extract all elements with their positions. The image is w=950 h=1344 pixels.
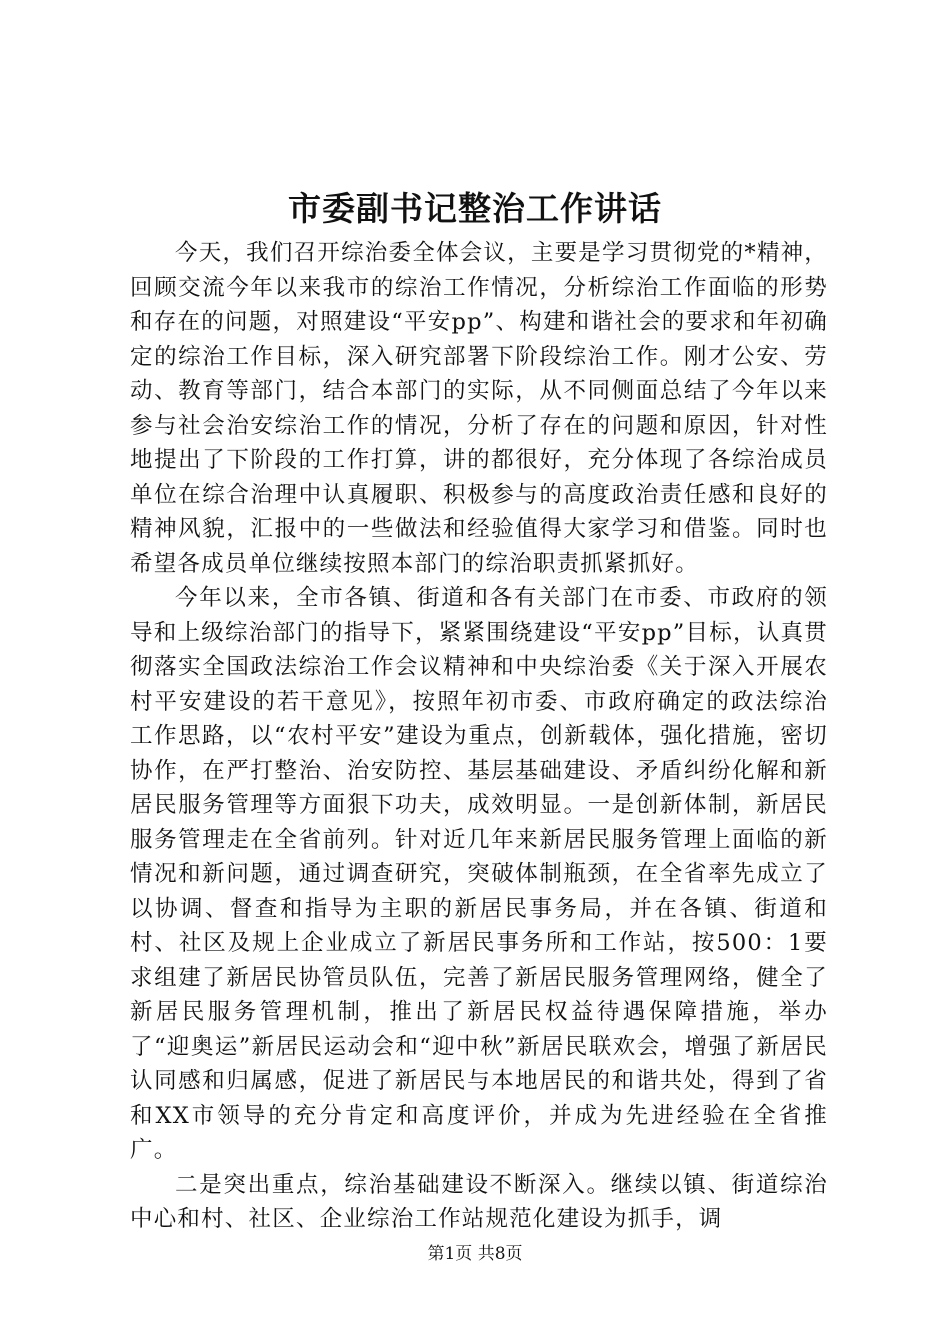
paragraph: 今天，我们召开综治委全体会议，主要是学习贯彻党的*精神，回顾交流今年以来我市的综治工作情况，分析综治工作面临的形势和存在的问题，对照建设“平安pp”、构建和谐社会的要求和年初确定的综治工作目标，深入研究部署下阶段综治工作。刚才公安、劳动、教育等部门，结合本部门的实际，从不同侧面总结了今年以来参与社会治安综治工作的情况，分析了存在的问题和原因，针对性地提出了下阶段的工作打算，讲的都很好，充分体现了各综治成员单位在综合治理中认真履职、积极参与的高度政治责任感和良好的精神风貌，汇报中的一些做法和经验值得大家学习和借鉴。同时也希望各成员单位继续按照本部门的综治职责抓紧抓好。 <box>130 240 828 577</box>
paragraph: 二是突出重点，综治基础建设不断深入。继续以镇、街道综治中心和村、社区、企业综治工作站规范化建设为抓手，调 <box>130 1171 828 1232</box>
document-body <box>130 236 828 1237</box>
page-title: 市委副书记整治工作讲话 <box>288 189 662 228</box>
paragraph: 今年以来，全市各镇、街道和各有关部门在市委、市政府的领导和上级综治部门的指导下，紧紧围绕建设“平安pp”目标，认真贯彻落实全国政法综治工作会议精神和中央综治委《关于深入开展农村平安建设的若干意见》，按照年初市委、市政府确定的政法综治工作思路，以“农村平安”建设为重点，创新载体，强化措施，密切协作，在严打整治、治安防控、基层基础建设、矛盾纠纷化解和新居民服务管理等方面狠下功夫，成效明显。一是创新体制，新居民服务管理走在全省前列。针对近几年来新居民服务管理上面临的新情况和新问题，通过调查研究，突破体制瓶颈，在全省率先成立了以协调、督查和指导为主职的新居民事务局，并在各镇、街道和村、社区及规上企业成立了新居民事务所和工作站，按500：1要求组建了新居民协管员队伍，完善了新居民服务管理网络，健全了新居民服务管理机制，推出了新居民权益待遇保障措施，举办了“迎奥运”新居民运动会和“迎中秋”新居民联欢会，增强了新居民认同感和归属感，促进了新居民与本地居民的和谐共处，得到了省和XX市领导的充分肯定和高度评价，并成为先进经验在全省推广。 <box>130 585 828 1163</box>
page-number-footer: 第1页 共8页 <box>427 1244 523 1264</box>
